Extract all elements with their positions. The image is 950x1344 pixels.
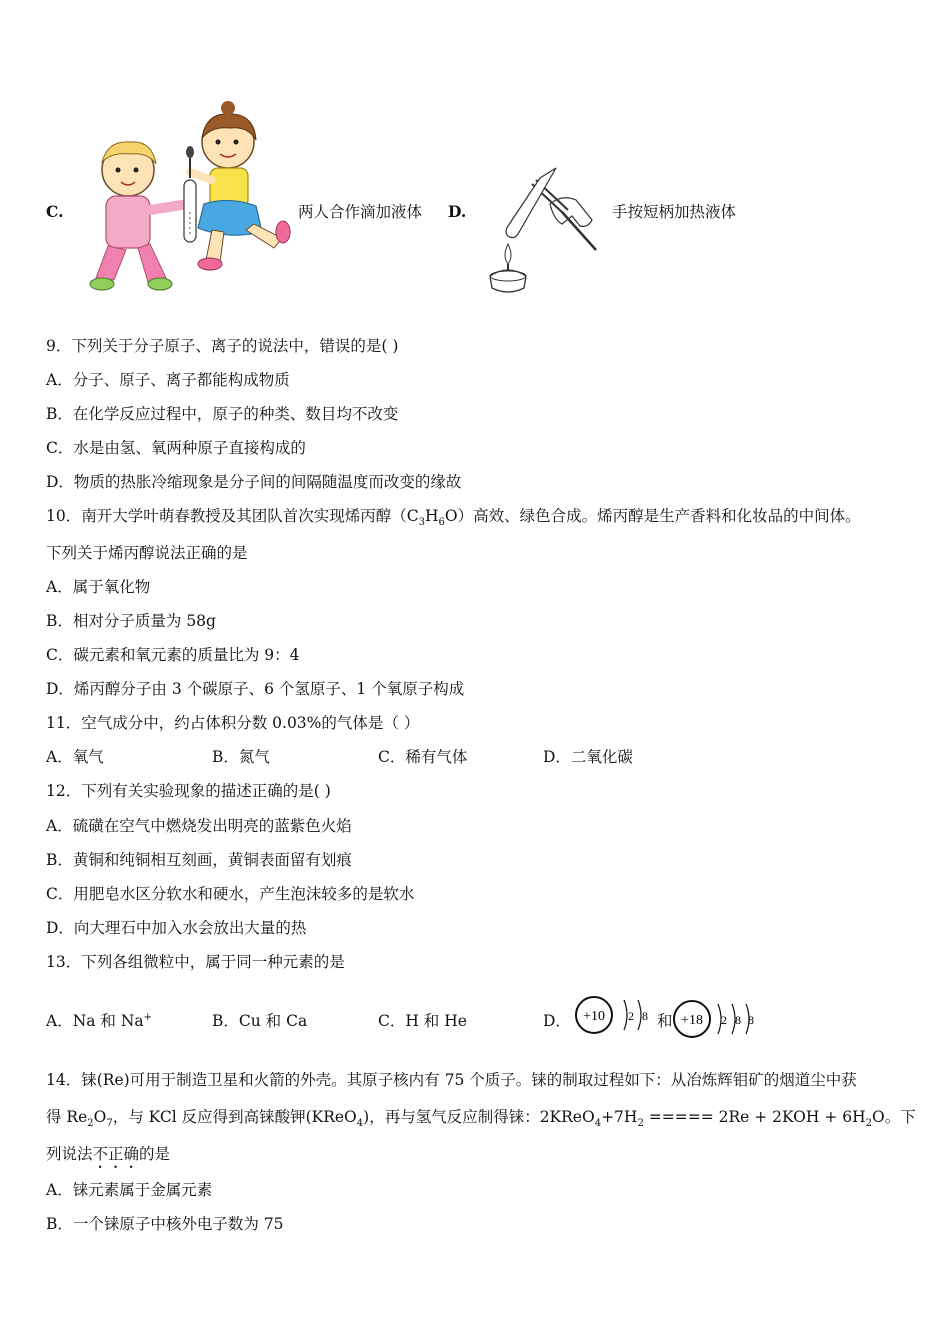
q8-option-d-text: 手按短柄加热液体 bbox=[612, 203, 737, 221]
q14-option-b: B．一个铼原子中核外电子数为 75 bbox=[46, 1215, 284, 1233]
q9-option-a: A．分子、原子、离子都能构成物质 bbox=[46, 371, 290, 389]
q14-option-a: A．铼元素属于金属元素 bbox=[46, 1181, 213, 1199]
atom1-shell-1: 2 bbox=[628, 1009, 634, 1023]
q8-option-c-text: 两人合作滴加液体 bbox=[298, 203, 423, 221]
atom2-nucleus-label: +18 bbox=[681, 1013, 703, 1028]
q10-stem-line2: 下列关于烯丙醇说法正确的是 bbox=[46, 544, 248, 562]
q12-option-c: C．用肥皂水区分软水和硬水，产生泡沫较多的是软水 bbox=[46, 885, 415, 903]
q10-option-b: B．相对分子质量为 58g bbox=[46, 612, 216, 630]
children-dropper-illustration bbox=[78, 100, 293, 295]
q11-option-d: D．二氧化碳 bbox=[543, 748, 633, 766]
test-tube-heating-illustration bbox=[480, 164, 605, 296]
q13-option-c: C．H 和 He bbox=[378, 1012, 467, 1030]
atom2-shell-1: 2 bbox=[721, 1013, 727, 1027]
atom-structure-diagram-argon bbox=[672, 998, 756, 1040]
q13-stem: 13．下列各组微粒中，属于同一种元素的是 bbox=[46, 953, 345, 971]
q14-stem-line3: 列说法不正确的是 bbox=[46, 1145, 171, 1163]
q12-option-a: A．硫磺在空气中燃烧发出明亮的蓝紫色火焰 bbox=[46, 817, 352, 835]
atom1-nucleus-label: +10 bbox=[583, 1009, 605, 1024]
q12-stem: 12．下列有关实验现象的描述正确的是( ) bbox=[46, 782, 331, 800]
q10-option-a: A．属于氧化物 bbox=[46, 578, 151, 596]
q11-option-c: C．稀有气体 bbox=[378, 748, 468, 766]
q10-stem: 10．南开大学叶萌春教授及其团队首次实现烯丙醇$(C_3H_6O)$高效、绿色合成。烯丙醇是生产香料和化妆品的中间体。 bbox=[46, 507, 861, 529]
q12-option-d: D．向大理石中加入水会放出大量的热 bbox=[46, 919, 307, 937]
atom1-shell-2: 8 bbox=[642, 1009, 648, 1023]
q13-option-d-label: D． bbox=[543, 1012, 571, 1030]
q11-stem: 11．空气成分中，约占体积分数 0.03%的气体是（ ） bbox=[46, 714, 420, 732]
q13-and: 和 bbox=[657, 1012, 673, 1030]
atom2-shell-2: 8 bbox=[735, 1013, 741, 1027]
q14-stem-line2: 得 $Re_2O_7$，与 KCl 反应得到高铼酸钾(KReO$_4$)，再与氢气反应制得铼：$2KReO_4+7H_2$ ===== $2Re + 2KOH + 6H_2O$。下 bbox=[46, 1108, 916, 1130]
q9-option-c: C．水是由氢、氧两种原子直接构成的 bbox=[46, 439, 306, 457]
q12-option-b: B．黄铜和纯铜相互刻画，黄铜表面留有划痕 bbox=[46, 851, 352, 869]
atom-structure-diagram-neon bbox=[574, 994, 654, 1036]
q8-option-c-label: C. bbox=[46, 202, 64, 221]
q10-option-d: D．烯丙醇分子由 3 个碳原子、6 个氢原子、1 个氧原子构成 bbox=[46, 680, 465, 698]
atom2-shell-3: 8 bbox=[748, 1013, 754, 1027]
q9-option-b: B．在化学反应过程中，原子的种类、数目均不改变 bbox=[46, 405, 399, 423]
q14-stem-line1: 14．铼(Re)可用于制造卫星和火箭的外壳。其原子核内有 75 个质子。铼的制取过程如下：从冶炼辉钼矿的烟道尘中获 bbox=[46, 1071, 857, 1089]
q9-stem: 9．下列关于分子原子、离子的说法中，错误的是( ) bbox=[46, 337, 399, 355]
q9-option-d: D．物质的热胀冷缩现象是分子间的间隔随温度而改变的缘故 bbox=[46, 473, 462, 491]
q13-option-b: B．Cu 和 Ca bbox=[212, 1012, 308, 1030]
q11-option-b: B．氮气 bbox=[212, 748, 270, 766]
q8-option-d-label: D. bbox=[448, 202, 467, 221]
q13-option-a: A．Na 和 Na+ bbox=[46, 1011, 153, 1030]
q11-option-a: A．氧气 bbox=[46, 748, 104, 766]
q10-option-c: C．碳元素和氧元素的质量比为 9：4 bbox=[46, 646, 300, 664]
q14-emphasis-not-correct: 不正确 bbox=[92, 1145, 140, 1163]
